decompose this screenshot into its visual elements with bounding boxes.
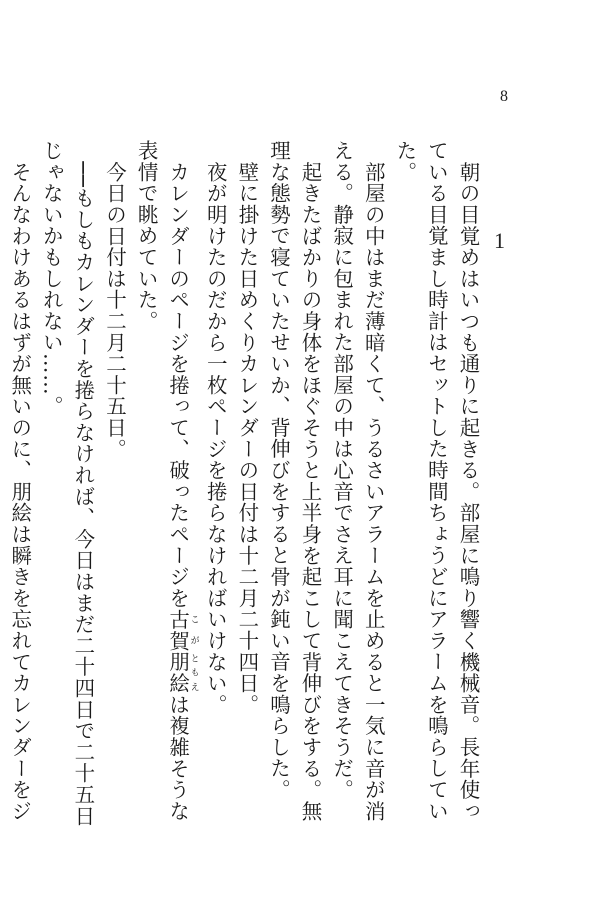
paragraph bbox=[230, 140, 262, 840]
paragraph bbox=[199, 140, 231, 840]
ruby-name-given bbox=[165, 651, 199, 694]
paragraph bbox=[0, 140, 35, 840]
paragraph bbox=[262, 140, 325, 840]
paragraph-text: カレンダーのページを捲って、破ったページを bbox=[165, 161, 190, 609]
novel-body-text bbox=[7, 140, 483, 840]
ruby-reading: こが bbox=[188, 608, 199, 652]
ruby-base: 朋絵 bbox=[165, 651, 190, 694]
paragraph-text: 部屋の中はまだ薄暗くて、うるさいアラームを止めると一気に音が消える。静寂に包まれた部屋の中は心音でさえ耳に聞こえてきそうだ。 bbox=[329, 140, 386, 822]
paragraph-text: ──もしもカレンダーを捲らなければ、今日はまだ二十四日で二十五日じゃないかもしれない……。 bbox=[39, 140, 95, 827]
paragraph bbox=[98, 140, 130, 840]
ruby-reading: ともえ bbox=[188, 651, 199, 694]
ruby-base: 古賀 bbox=[165, 608, 190, 652]
page-number: 8 bbox=[500, 88, 508, 105]
paragraph bbox=[129, 140, 198, 840]
paragraph-text: そんなわけあるはずが無いのに、朋絵は瞬きを忘れてカレンダーをジ bbox=[7, 161, 32, 822]
chapter-number: 1 bbox=[494, 228, 505, 253]
paragraph-text: は複雑そうな表情で眺めていた。 bbox=[134, 140, 190, 822]
paragraph-text: 夜が明けたのだから一枚ページを捲らなければいけない。 bbox=[203, 161, 228, 716]
paragraph bbox=[325, 140, 388, 840]
ruby-name-surname bbox=[165, 608, 199, 652]
paragraph-text: 起きたばかりの身体をほぐそうと上半身を起こして背伸びをする。無理な態勢で寝ていたせいか、背伸びをすると骨が鈍い音を鳴らした。 bbox=[266, 140, 323, 822]
paragraph bbox=[388, 140, 483, 840]
paragraph bbox=[35, 140, 98, 840]
paragraph-text: 朝の目覚めはいつも通りに起きる。部屋に鳴り響く機械音。長年使っている目覚まし時計はセットした時間ちょうどにアラームを鳴らしていた。 bbox=[392, 140, 480, 822]
paragraph-text: 今日の日付は十二月二十五日。 bbox=[102, 161, 127, 460]
paragraph-text: 壁に掛けた日めくりカレンダーの日付は十二月二十四日。 bbox=[234, 161, 259, 716]
